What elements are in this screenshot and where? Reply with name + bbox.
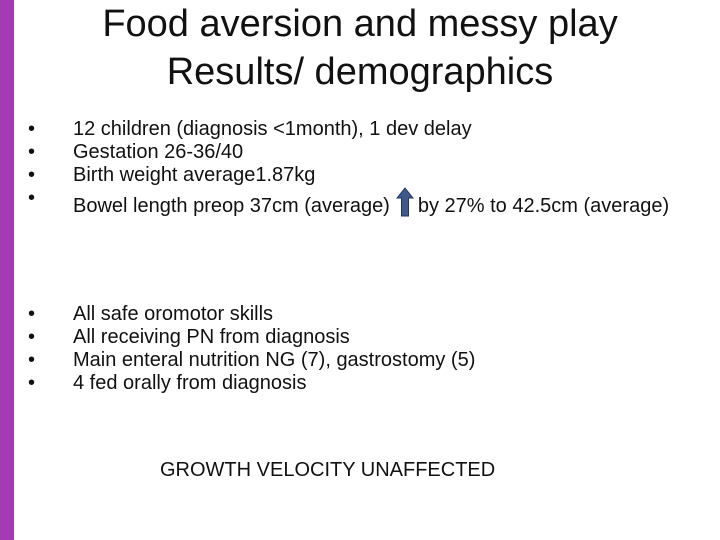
bullet-item bbox=[28, 187, 708, 223]
bullet-glyph: • bbox=[28, 372, 36, 394]
bullet-text: Gestation 26-36/40 bbox=[73, 141, 244, 163]
bullet-glyph: • bbox=[28, 141, 36, 163]
bullet-text-before-arrow: Bowel length preop 37cm (average) bbox=[73, 195, 390, 217]
bullet-glyph: • bbox=[28, 349, 36, 371]
bullet-glyph: • bbox=[28, 326, 36, 348]
results-bullet-list bbox=[28, 118, 708, 223]
bullet-text: All receiving PN from diagnosis bbox=[73, 326, 350, 348]
bullet-item bbox=[28, 372, 708, 395]
up-arrow-icon bbox=[396, 187, 414, 223]
bullet-item bbox=[28, 141, 708, 164]
feeding-bullet-list bbox=[28, 303, 708, 395]
bullet-text: 12 children (diagnosis <1month), 1 dev delay bbox=[73, 118, 472, 140]
bullet-item bbox=[28, 303, 708, 326]
bullet-text: All safe oromotor skills bbox=[73, 303, 274, 325]
bullet-item bbox=[28, 164, 708, 187]
bullet-item bbox=[28, 349, 708, 372]
growth-velocity-note: GROWTH VELOCITY UNAFFECTED bbox=[160, 459, 496, 481]
bullet-text: Main enteral nutrition NG (7), gastrostomy (5) bbox=[73, 349, 476, 371]
bullet-item bbox=[28, 326, 708, 349]
bullet-glyph: • bbox=[28, 164, 36, 186]
slide-title-line-2: Results/ demographics bbox=[166, 51, 554, 93]
bullet-glyph: • bbox=[28, 187, 36, 209]
accent-bar bbox=[0, 0, 14, 540]
bullet-glyph: • bbox=[28, 303, 36, 325]
bullet-item bbox=[28, 118, 708, 141]
slide-title-line-1: Food aversion and messy play bbox=[102, 3, 618, 45]
bullet-glyph: • bbox=[28, 118, 36, 140]
bullet-text: Birth weight average1.87kg bbox=[73, 164, 316, 186]
bullet-text: 4 fed orally from diagnosis bbox=[73, 372, 307, 394]
bullet-text-after-arrow: by 27% to 42.5cm (average) bbox=[417, 195, 670, 217]
